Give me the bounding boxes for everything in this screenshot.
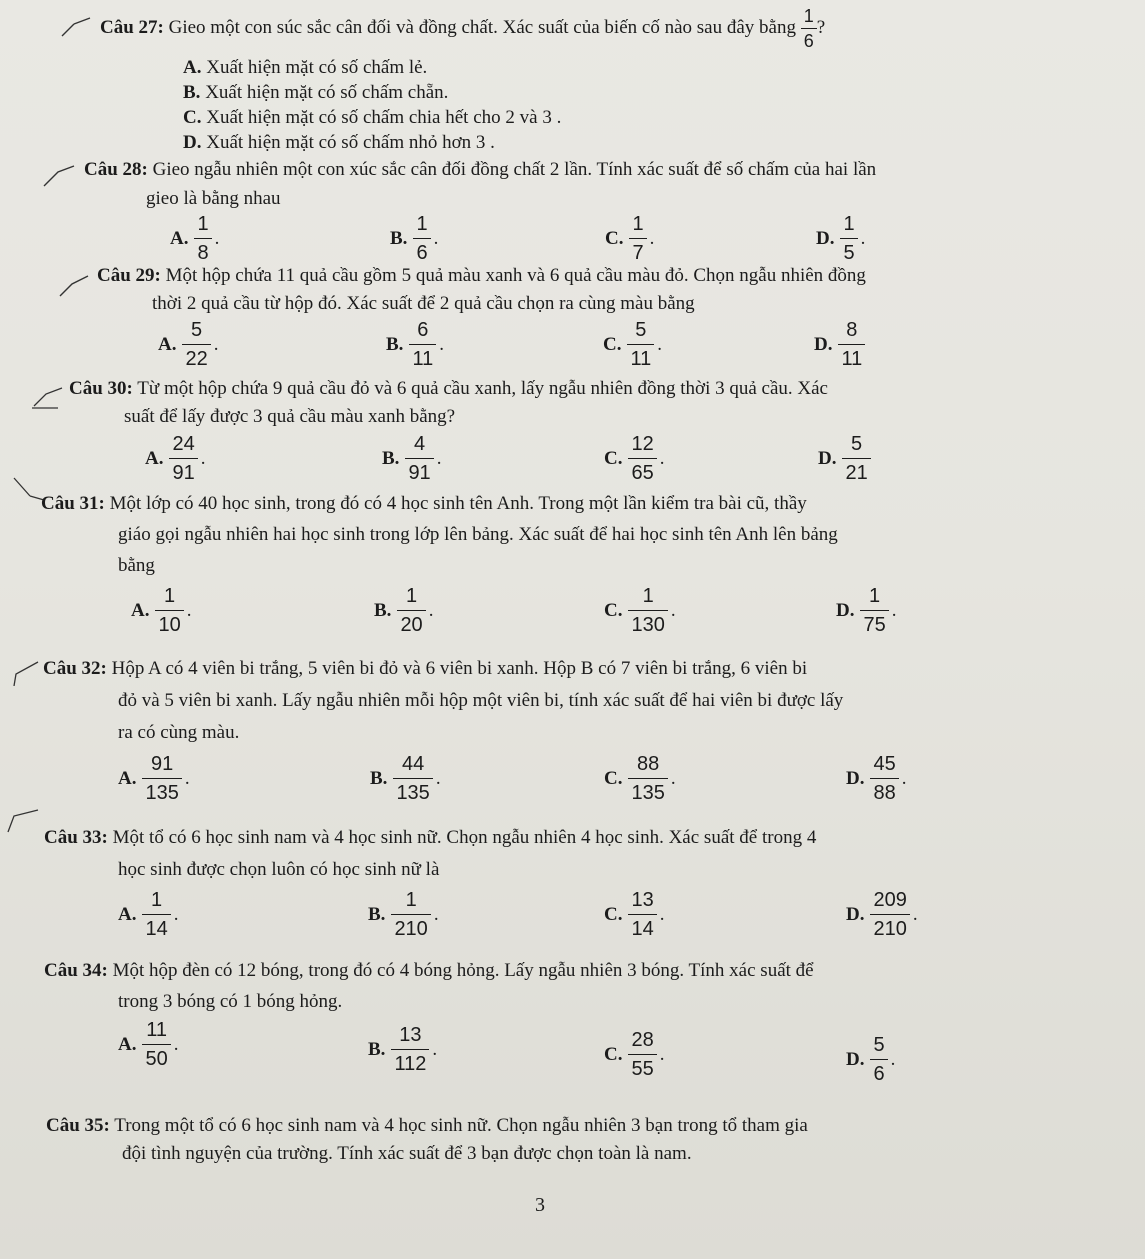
answer-letter: C. <box>604 903 623 925</box>
answer-period: . <box>173 1033 179 1055</box>
fraction <box>840 212 857 265</box>
answer-period: . <box>428 599 434 621</box>
fraction <box>628 752 667 805</box>
answer-letter: B. <box>374 599 392 621</box>
fraction <box>629 212 646 265</box>
fraction-numerator: 24 <box>172 433 195 455</box>
fraction <box>142 1018 170 1071</box>
answer-b <box>368 1023 437 1076</box>
fraction-denominator: 210 <box>391 914 430 941</box>
fraction-numerator: 12 <box>631 433 654 455</box>
answer-c <box>604 1028 664 1081</box>
fraction-denominator: 55 <box>628 1054 656 1081</box>
fraction <box>870 888 909 941</box>
answer-d <box>818 432 874 485</box>
fraction-numerator: 1 <box>406 585 418 607</box>
answer-d <box>846 888 918 941</box>
answer-period: . <box>433 903 439 925</box>
answer-period: . <box>200 447 206 469</box>
question-text: Từ một hộp chứa 9 quả cầu đỏ và 6 quả cầu xanh, lấy ngẫu nhiên đồng thời 3 quả cầu. Xác <box>137 378 828 399</box>
page-number: 3 <box>535 1194 545 1216</box>
question-text: Một hộp chứa 11 quả cầu gồm 5 quả màu xanh và 6 quả cầu màu đỏ. Chọn ngẫu nhiên đồng <box>165 265 866 286</box>
question-stem-line-3 <box>118 550 155 581</box>
question-text: bằng <box>118 555 155 576</box>
fraction-denominator: 11 <box>838 344 865 371</box>
option-letter: B. <box>183 82 201 103</box>
fraction <box>860 584 888 637</box>
question-text: Hộp A có 4 viên bi trắng, 5 viên bi đỏ và 6 viên bi xanh. Hộp B có 7 viên bi trắng, 6 viên bi <box>111 658 808 679</box>
fraction <box>397 584 425 637</box>
answer-letter: A. <box>118 1033 137 1055</box>
answer-letter: D. <box>846 767 865 789</box>
fraction <box>842 432 870 485</box>
answer-letter: C. <box>605 227 624 249</box>
answer-period: . <box>891 599 897 621</box>
fraction <box>628 432 656 485</box>
question-text: thời 2 quả cầu từ hộp đó. Xác suất để 2 quả cầu chọn ra cùng màu bằng <box>152 293 695 314</box>
fraction-numerator: 1 <box>151 889 163 911</box>
answer-letter: B. <box>370 767 388 789</box>
answer-letter: D. <box>846 1048 865 1070</box>
question-stem-line-1 <box>43 653 807 684</box>
fraction-numerator: 5 <box>873 1034 885 1056</box>
answer-b <box>370 752 441 805</box>
answer-c <box>603 318 662 371</box>
fraction-numerator: 5 <box>635 319 647 341</box>
fraction-numerator: 11 <box>146 1019 167 1041</box>
question-text-end: ? <box>816 16 826 38</box>
question-text: trong 3 bóng có 1 bóng hỏng. <box>118 991 343 1012</box>
fraction-numerator: 8 <box>846 319 858 341</box>
answer-letter: A. <box>118 767 137 789</box>
fraction <box>142 888 170 941</box>
fraction <box>628 1028 656 1081</box>
question-text: Một lớp có 40 học sinh, trong đó có 4 học sinh tên Anh. Trong một lần kiểm tra bài cũ, thầy <box>109 493 807 514</box>
question-stem-line-2 <box>146 183 281 214</box>
answer-period: . <box>186 599 192 621</box>
fraction-denominator: 5 <box>840 238 857 265</box>
answer-d <box>816 212 865 265</box>
fraction-denominator: 88 <box>870 778 898 805</box>
fraction-denominator: 91 <box>405 458 433 485</box>
pen-mark-icon <box>60 14 96 40</box>
answer-c <box>605 212 654 265</box>
answer-letter: A. <box>170 227 189 249</box>
fraction-numerator: 1 <box>164 585 176 607</box>
answer-d <box>836 584 896 637</box>
fraction-numerator: 13 <box>631 889 654 911</box>
fraction <box>870 1033 887 1086</box>
option-letter: C. <box>183 107 202 128</box>
fraction <box>870 752 898 805</box>
fraction-numerator: 28 <box>631 1029 654 1051</box>
answer-letter: A. <box>145 447 164 469</box>
answer-letter: A. <box>158 333 177 355</box>
answer-period: . <box>670 767 676 789</box>
fraction <box>628 888 656 941</box>
fraction <box>194 212 211 265</box>
fraction-numerator: 88 <box>637 753 660 775</box>
question-text: đỏ và 5 viên bi xanh. Lấy ngẫu nhiên mỗi hộp một viên bi, tính xác suất để hai viên bi được lấy <box>118 690 844 711</box>
question-label: Câu 29: <box>97 265 161 286</box>
fraction-denominator: 11 <box>409 344 436 371</box>
question-stem-line-1 <box>97 260 866 291</box>
answer-a <box>118 888 178 941</box>
answer-letter: C. <box>604 599 623 621</box>
answer-b <box>368 888 439 941</box>
fraction-denominator: 75 <box>860 610 888 637</box>
fraction-denominator: 11 <box>627 344 654 371</box>
fraction <box>142 752 181 805</box>
question-stem-line-2 <box>118 685 843 716</box>
question-stem-line-2 <box>122 1138 692 1169</box>
fraction <box>413 212 430 265</box>
answer-a <box>158 318 218 371</box>
question-stem-line-1 <box>41 488 807 519</box>
pen-mark-icon <box>4 808 40 834</box>
question-stem-line-1 <box>84 154 876 185</box>
answer-period: . <box>657 333 662 355</box>
answer-c <box>604 888 664 941</box>
fraction-numerator: 5 <box>191 319 203 341</box>
fraction-denominator: 7 <box>629 238 646 265</box>
answer-period: . <box>435 767 441 789</box>
answer-letter: B. <box>390 227 408 249</box>
answer-d <box>846 1033 895 1086</box>
fraction-numerator: 45 <box>873 753 896 775</box>
question-stem <box>100 6 825 51</box>
fraction <box>393 752 432 805</box>
question-text: Gieo ngẫu nhiên một con xúc sắc cân đối đồng chất 2 lần. Tính xác suất để số chấm của hai lần <box>152 159 877 180</box>
pen-mark-icon <box>40 162 76 188</box>
option-text: Xuất hiện mặt có số chấm chẵn. <box>205 82 449 103</box>
fraction-numerator: 1 <box>416 213 428 235</box>
fraction-numerator: 91 <box>151 753 174 775</box>
fraction-denominator: 22 <box>182 344 210 371</box>
question-label: Câu 27: <box>100 16 164 38</box>
question-stem-line-1 <box>69 373 828 404</box>
pen-mark-icon <box>56 272 92 298</box>
answer-letter: C. <box>603 333 622 355</box>
answer-c <box>604 584 676 637</box>
answer-letter: A. <box>118 903 137 925</box>
fraction-denominator: 135 <box>142 778 181 805</box>
question-stem-line-2 <box>118 986 342 1017</box>
option-text: Xuất hiện mặt có số chấm nhỏ hơn 3 . <box>206 132 495 153</box>
fraction <box>801 6 817 51</box>
answer-letter: C. <box>604 1043 623 1065</box>
question-stem-line-1 <box>44 822 816 853</box>
fraction-numerator: 1 <box>803 6 814 26</box>
fraction-denominator: 14 <box>628 914 656 941</box>
question-text: đội tình nguyện của trường. Tính xác suất để 3 bạn được chọn toàn là nam. <box>122 1143 692 1164</box>
fraction-numerator: 1 <box>405 889 417 911</box>
answer-period: . <box>433 227 439 249</box>
question-text: Gieo một con súc sắc cân đối và đồng chất. Xác suất của biến cố nào sau đây bằng <box>168 16 796 38</box>
answer-letter: A. <box>131 599 150 621</box>
answer-letter: B. <box>368 1038 386 1060</box>
answer-period: . <box>670 599 676 621</box>
fraction-denominator: 135 <box>393 778 432 805</box>
question-text: Một hộp đèn có 12 bóng, trong đó có 4 bóng hỏng. Lấy ngẫu nhiên 3 bóng. Tính xác suất để <box>112 960 814 981</box>
answer-b <box>374 584 433 637</box>
answer-letter: C. <box>604 767 623 789</box>
option-c <box>183 104 561 132</box>
question-text: ra có cùng màu. <box>118 722 240 743</box>
question-label: Câu 31: <box>41 493 105 514</box>
fraction <box>391 1023 429 1076</box>
option-a <box>183 54 427 82</box>
fraction-denominator: 21 <box>842 458 870 485</box>
fraction-numerator: 6 <box>417 319 429 341</box>
fraction <box>627 318 654 371</box>
answer-a <box>145 432 205 485</box>
fraction-denominator: 6 <box>870 1059 887 1086</box>
answer-period: . <box>439 333 444 355</box>
fraction-numerator: 1 <box>632 213 644 235</box>
fraction <box>155 584 183 637</box>
question-stem-line-1 <box>44 955 814 986</box>
pen-mark-icon <box>8 660 44 686</box>
answer-a <box>118 1018 178 1071</box>
question-stem-line-3 <box>118 717 239 748</box>
question-text: học sinh được chọn luôn có học sinh nữ là <box>118 859 440 880</box>
fraction-denominator: 112 <box>391 1049 429 1076</box>
fraction-denominator: 91 <box>169 458 197 485</box>
fraction <box>409 318 436 371</box>
fraction-numerator: 1 <box>869 585 881 607</box>
answer-period: . <box>213 333 219 355</box>
option-letter: D. <box>183 132 202 153</box>
answer-period: . <box>436 447 442 469</box>
fraction-numerator: 5 <box>851 433 863 455</box>
fraction <box>628 584 667 637</box>
question-stem-line-2 <box>118 519 838 550</box>
fraction-numerator: 209 <box>873 889 907 911</box>
answer-period: . <box>659 903 665 925</box>
answer-period: . <box>184 767 190 789</box>
question-text: suất để lấy được 3 quả cầu màu xanh bằng? <box>124 406 456 427</box>
pen-mark-icon <box>28 384 64 410</box>
fraction-denominator: 14 <box>142 914 170 941</box>
question-stem-line-2 <box>118 854 439 885</box>
fraction-denominator: 6 <box>413 238 430 265</box>
question-label: Câu 33: <box>44 827 108 848</box>
answer-period: . <box>214 227 220 249</box>
question-text: gieo là bằng nhau <box>146 188 281 209</box>
fraction <box>391 888 430 941</box>
answer-a <box>118 752 190 805</box>
fraction-numerator: 1 <box>197 213 209 235</box>
option-text: Xuất hiện mặt có số chấm chia hết cho 2 và 3 . <box>206 107 562 128</box>
fraction-numerator: 1 <box>843 213 855 235</box>
question-stem-line-2 <box>124 401 455 432</box>
fraction <box>182 318 210 371</box>
answer-b <box>386 318 444 371</box>
fraction-denominator: 50 <box>142 1044 170 1071</box>
answer-d <box>846 752 906 805</box>
answer-letter: D. <box>814 333 833 355</box>
question-label: Câu 35: <box>46 1115 110 1136</box>
answer-letter: D. <box>836 599 855 621</box>
answer-b <box>382 432 441 485</box>
question-label: Câu 34: <box>44 960 108 981</box>
answer-period: . <box>649 227 655 249</box>
question-text: Trong một tổ có 6 học sinh nam và 4 học sinh nữ. Chọn ngẫu nhiên 3 bạn trong tổ tham gia <box>114 1115 808 1136</box>
answer-period: . <box>432 1038 438 1060</box>
question-label: Câu 30: <box>69 378 133 399</box>
fraction-denominator: 6 <box>801 28 817 51</box>
fraction-denominator: 210 <box>870 914 909 941</box>
option-letter: A. <box>183 57 202 78</box>
answer-letter: B. <box>386 333 404 355</box>
option-b <box>183 79 448 107</box>
answer-period: . <box>659 447 665 469</box>
option-d <box>183 129 495 157</box>
fraction-denominator: 65 <box>628 458 656 485</box>
answer-letter: C. <box>604 447 623 469</box>
question-stem-line-2 <box>152 288 695 319</box>
question-stem-line-1 <box>46 1110 808 1141</box>
answer-c <box>604 432 664 485</box>
fraction-numerator: 13 <box>399 1024 422 1046</box>
question-text: Một tổ có 6 học sinh nam và 4 học sinh nữ. Chọn ngẫu nhiên 4 học sinh. Xác suất để trong 4 <box>112 827 817 848</box>
fraction-denominator: 20 <box>397 610 425 637</box>
answer-letter: B. <box>382 447 400 469</box>
fraction-numerator: 1 <box>642 585 654 607</box>
fraction-numerator: 4 <box>414 433 426 455</box>
answer-letter: D. <box>816 227 835 249</box>
fraction <box>838 318 865 371</box>
answer-letter: D. <box>818 447 837 469</box>
answer-a <box>131 584 191 637</box>
question-text: giáo gọi ngẫu nhiên hai học sinh trong lớp lên bảng. Xác suất để hai học sinh tên Anh lên bảng <box>118 524 838 545</box>
answer-period: . <box>659 1043 665 1065</box>
answer-b <box>390 212 438 265</box>
answer-period: . <box>860 227 866 249</box>
answer-period: . <box>890 1048 896 1070</box>
answer-a <box>170 212 219 265</box>
fraction-denominator: 135 <box>628 778 667 805</box>
question-label: Câu 32: <box>43 658 107 679</box>
option-text: Xuất hiện mặt có số chấm lẻ. <box>206 57 428 78</box>
fraction-denominator: 10 <box>155 610 183 637</box>
fraction-numerator: 44 <box>402 753 425 775</box>
question-label: Câu 28: <box>84 159 148 180</box>
answer-d <box>814 318 868 371</box>
answer-period: . <box>901 767 907 789</box>
answer-letter: B. <box>368 903 386 925</box>
answer-period: . <box>173 903 179 925</box>
answer-letter: D. <box>846 903 865 925</box>
answer-c <box>604 752 676 805</box>
fraction <box>405 432 433 485</box>
fraction-denominator: 130 <box>628 610 667 637</box>
fraction <box>169 432 197 485</box>
answer-period: . <box>912 903 918 925</box>
fraction-denominator: 8 <box>194 238 211 265</box>
